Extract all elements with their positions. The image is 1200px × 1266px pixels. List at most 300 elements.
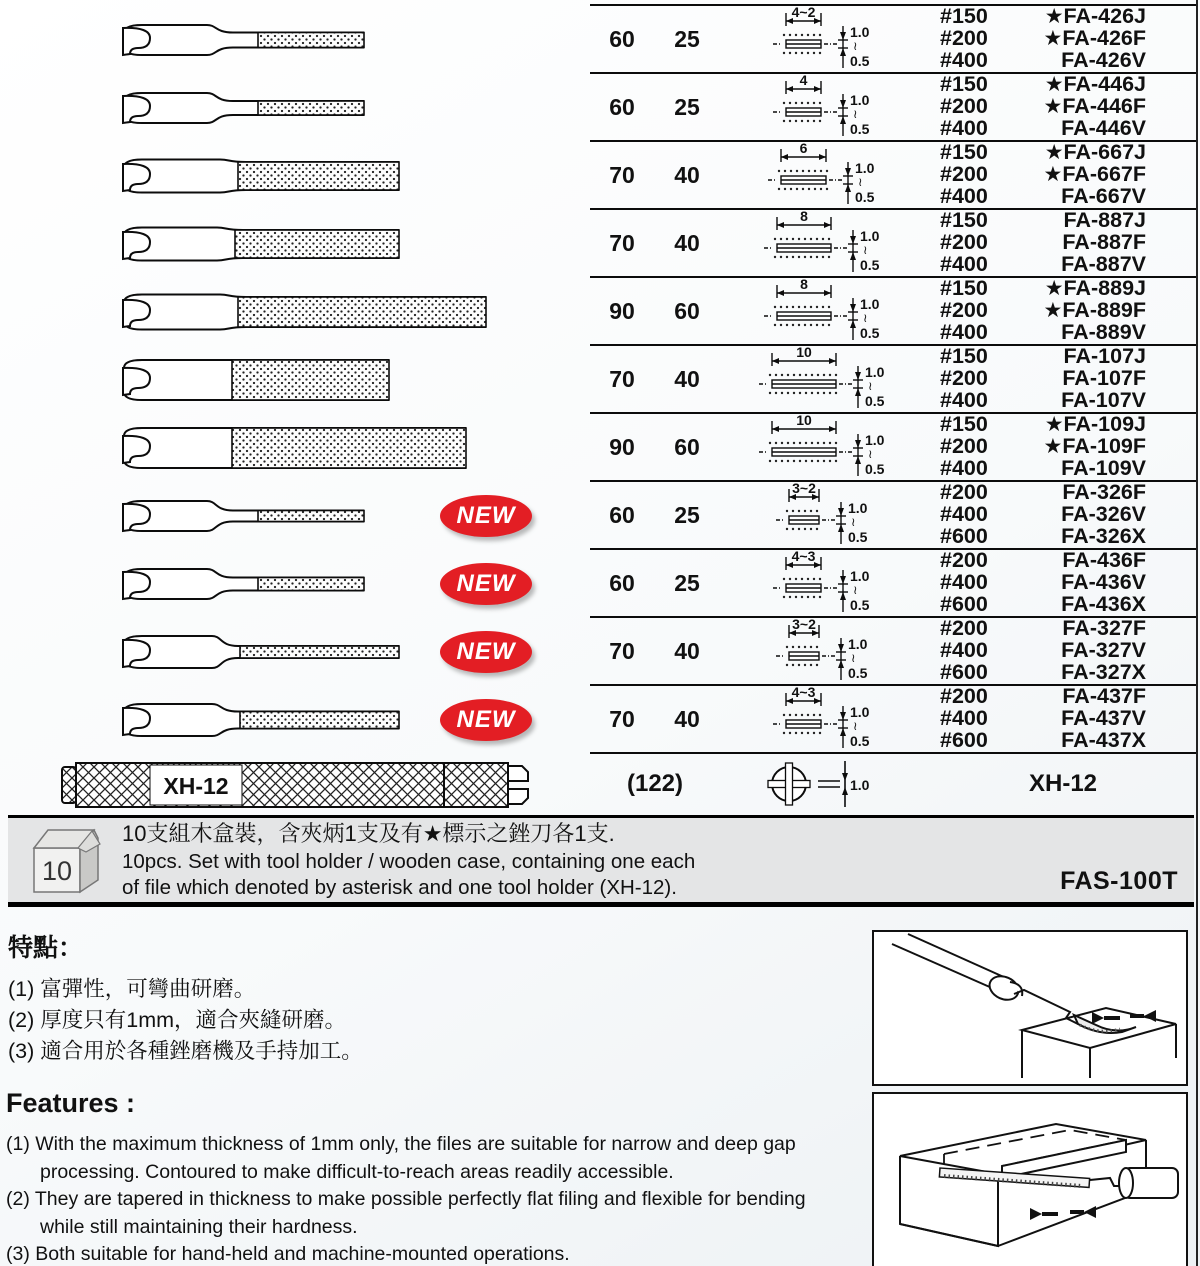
set-note-bar: [8, 815, 1194, 907]
set-star-icon: ★: [1044, 277, 1064, 301]
grit-value: #400: [940, 570, 988, 595]
width-value: 60: [674, 433, 700, 460]
model-cell: [1036, 278, 1196, 300]
grit-model-line: [920, 708, 1196, 730]
spec-cells: [590, 6, 1196, 74]
grit-model-line: [920, 458, 1196, 480]
section-diagram-cell: [720, 6, 920, 72]
tip-width-label: 3~2: [792, 618, 816, 632]
model-number: FA-327V: [1061, 638, 1146, 663]
grit-model-line: [920, 28, 1196, 50]
length-value: 60: [609, 93, 635, 120]
length-value: 70: [609, 229, 635, 256]
grit-value: #400: [940, 388, 988, 413]
model-number: FA-327F: [1062, 616, 1146, 641]
holder-section-diagram: [744, 755, 896, 813]
model-cell: [1036, 550, 1196, 572]
thickness-top-label: 1.0: [860, 228, 880, 244]
cross-section-diagram: [744, 278, 896, 344]
thickness-top-label: 1.0: [865, 364, 885, 380]
file-art-cell: [0, 618, 590, 686]
model-number: FA-667F: [1062, 162, 1146, 187]
grit-value: #200: [940, 298, 988, 323]
width-value: 25: [674, 569, 700, 596]
model-number: FA-889J: [1063, 276, 1146, 301]
model-cell: [1036, 74, 1196, 96]
features-zh-section: [8, 928, 708, 1067]
length-value: 90: [609, 433, 635, 460]
model-number: FA-109F: [1062, 434, 1146, 459]
file-illustration: [112, 346, 632, 414]
cross-section-diagram: [744, 414, 896, 480]
cross-section-diagram: [744, 618, 896, 684]
file-row: [0, 278, 1196, 346]
holder-art-cell: [0, 754, 590, 814]
holder-row: [0, 754, 1196, 814]
model-number: FA-326X: [1061, 524, 1146, 549]
model-number: FA-887V: [1061, 252, 1146, 277]
thickness-top-label: 1.0: [865, 432, 885, 448]
box-qty-label: 10: [41, 855, 73, 886]
file-art-cell: [0, 6, 590, 74]
new-badge: NEW: [440, 495, 532, 537]
set-star-icon: ★: [1044, 141, 1064, 165]
grit-value: #200: [940, 616, 988, 641]
features-zh-item-3: (3) 適合用於各種銼磨機及手持加工。: [8, 1039, 363, 1063]
file-illustration: [112, 550, 632, 618]
grit-model-line: [920, 300, 1196, 322]
entries-cell: [920, 139, 1196, 211]
thickness-bottom-label: 0.5: [848, 529, 868, 545]
features-zh-title: 特點：: [8, 934, 84, 962]
length-value: 60: [609, 25, 635, 52]
cross-section-diagram: [744, 142, 896, 208]
set-note-en1: 10pcs. Set with tool holder / wooden case, containing one each: [122, 850, 696, 873]
grit-value: #150: [940, 344, 988, 369]
section-diagram-cell: [720, 414, 920, 480]
set-note-text: [122, 819, 695, 901]
model-cell: [1036, 142, 1196, 164]
model-cell: [1036, 164, 1196, 186]
tip-width-label: 10: [796, 414, 812, 428]
file-row: [0, 142, 1196, 210]
grit-value: #150: [940, 4, 988, 29]
entries-cell: [920, 547, 1196, 619]
grit-model-line: [920, 550, 1196, 572]
grit-model-line: [920, 730, 1196, 752]
section-diagram-cell: [720, 618, 920, 684]
set-star-icon: ★: [1043, 27, 1063, 51]
set-star-icon: ★: [1043, 95, 1063, 119]
features-en-section: [6, 1088, 818, 1266]
model-cell: [1036, 390, 1196, 412]
file-row: [0, 618, 1196, 686]
file-row: [0, 74, 1196, 142]
spec-cells: [590, 686, 1196, 754]
features-zh-item-1: (1) 富彈性，可彎曲研磨。: [8, 977, 256, 1001]
thickness-bottom-label: 0.5: [855, 189, 875, 205]
cross-section-diagram: [744, 210, 896, 276]
file-row: [0, 686, 1196, 754]
grit-value: #600: [940, 592, 988, 617]
tip-width-label: 4~3: [791, 686, 816, 700]
grit-value: #200: [940, 548, 988, 573]
grit-value: #400: [940, 320, 988, 345]
grit-value: #600: [940, 524, 988, 549]
thickness-range-mark: ≀: [863, 311, 868, 325]
file-illustration: [112, 6, 632, 74]
thickness-range-mark: ≀: [868, 447, 873, 461]
file-art-cell: [0, 550, 590, 618]
model-number: FA-437V: [1061, 706, 1146, 731]
holder-label: XH-12: [163, 773, 229, 799]
model-number: FA-889F: [1062, 298, 1146, 323]
model-number: FA-107J: [1063, 344, 1146, 369]
spec-cells: [590, 142, 1196, 210]
file-art-cell: [0, 686, 590, 754]
grit-value: #400: [940, 184, 988, 209]
file-row: [0, 346, 1196, 414]
thickness-bottom-label: 0.5: [850, 733, 870, 749]
file-illustration: [112, 210, 632, 278]
thickness-range-mark: ≀: [858, 175, 863, 189]
new-badge: NEW: [440, 699, 532, 741]
model-cell: [1036, 368, 1196, 390]
grit-value: #150: [940, 72, 988, 97]
entries-cell: [920, 683, 1196, 755]
file-row: [0, 550, 1196, 618]
file-row: [0, 6, 1196, 74]
holder-spec-cells: [590, 754, 1196, 814]
grit-value: #600: [940, 728, 988, 753]
width-value: 25: [674, 93, 700, 120]
entries-cell: [920, 343, 1196, 415]
thickness-bottom-label: 0.5: [865, 393, 885, 409]
spec-cells: [590, 482, 1196, 550]
thickness-range-mark: ≀: [863, 243, 868, 257]
entries-cell: [920, 71, 1196, 143]
thickness-bottom-label: 0.5: [850, 53, 870, 69]
width-value: 40: [674, 229, 700, 256]
section-diagram-cell: [720, 74, 920, 140]
thickness-top-label: 1.0: [848, 500, 868, 516]
entries-cell: [920, 3, 1196, 75]
grit-model-line: [920, 142, 1196, 164]
model-number: FA-109V: [1061, 456, 1146, 481]
model-cell: [1036, 346, 1196, 368]
model-number: FA-446V: [1061, 116, 1146, 141]
grit-value: #150: [940, 276, 988, 301]
section-diagram-cell: [720, 142, 920, 208]
tip-width-label: 4~2: [791, 6, 816, 20]
grit-value: #400: [940, 252, 988, 277]
spec-cells: [590, 278, 1196, 346]
model-number: FA-426F: [1062, 26, 1146, 51]
model-number: FA-426J: [1063, 4, 1146, 29]
width-value: 40: [674, 161, 700, 188]
file-illustration: [112, 482, 632, 550]
file-illustration: [112, 686, 632, 754]
grit-value: #600: [940, 660, 988, 685]
model-number: FA-667V: [1061, 184, 1146, 209]
grit-model-line: [920, 254, 1196, 276]
set-star-icon: ★: [1044, 413, 1064, 437]
thickness-top-label: 1.0: [860, 296, 880, 312]
model-cell: [1036, 730, 1196, 752]
grit-model-line: [920, 164, 1196, 186]
grit-model-line: [920, 6, 1196, 28]
model-number: FA-436X: [1061, 592, 1146, 617]
cross-section-diagram: [744, 6, 896, 72]
grit-model-line: [920, 322, 1196, 344]
wooden-box-icon: [20, 818, 108, 903]
spec-cells: [590, 618, 1196, 686]
features-en-item-1: (1) With the maximum thickness of 1mm only, the files are suitable for narrow and deep gap processing. Contoured to make difficult-to-reach areas readily accessible.: [6, 1133, 796, 1183]
set-note-en2: of file which denoted by asterisk and one tool holder (XH-12).: [122, 876, 677, 899]
grit-model-line: [920, 74, 1196, 96]
tip-width-label: 8: [800, 278, 808, 292]
width-value: 40: [674, 365, 700, 392]
file-art-cell: [0, 210, 590, 278]
thickness-top-label: 1.0: [848, 636, 868, 652]
section-diagram-cell: [720, 482, 920, 548]
thickness-bottom-label: 0.5: [860, 325, 880, 341]
tip-width-label: 3~2: [792, 482, 816, 496]
width-value: 40: [674, 637, 700, 664]
model-number: FA-437X: [1061, 728, 1146, 753]
grit-value: #150: [940, 208, 988, 233]
length-value: 60: [609, 569, 635, 596]
grit-value: #200: [940, 162, 988, 187]
thickness-range-mark: ≀: [853, 39, 858, 53]
holder-thickness-label: 1.0: [850, 777, 870, 793]
width-value: 25: [674, 25, 700, 52]
model-cell: [1036, 414, 1196, 436]
model-cell: [1036, 482, 1196, 504]
features-en-title: Features :: [6, 1088, 136, 1118]
grit-value: #200: [940, 26, 988, 51]
grit-value: #150: [940, 412, 988, 437]
grit-model-line: [920, 640, 1196, 662]
grit-model-line: [920, 662, 1196, 684]
grit-model-line: [920, 368, 1196, 390]
usage-illustration-bend: [872, 930, 1188, 1086]
grit-model-line: [920, 482, 1196, 504]
thickness-top-label: 1.0: [850, 704, 870, 720]
model-number: FA-667J: [1063, 140, 1146, 165]
file-illustration: [112, 414, 632, 482]
thickness-range-mark: ≀: [853, 583, 858, 597]
grit-value: #400: [940, 48, 988, 73]
grit-model-line: [920, 346, 1196, 368]
holder-model-number: XH-12: [1028, 770, 1098, 797]
model-number: FA-887J: [1063, 208, 1146, 233]
model-number: FA-326V: [1061, 502, 1146, 527]
file-illustration: [112, 142, 632, 210]
width-value: 60: [674, 297, 700, 324]
grit-value: #150: [940, 140, 988, 165]
section-diagram-cell: [720, 278, 920, 344]
thickness-range-mark: ≀: [853, 107, 858, 121]
holder-section-cell: [720, 755, 920, 813]
model-number: FA-109J: [1063, 412, 1146, 437]
grit-model-line: [920, 96, 1196, 118]
model-cell: [1036, 300, 1196, 322]
model-cell: [1036, 526, 1196, 548]
model-number: FA-426V: [1061, 48, 1146, 73]
set-star-icon: ★: [1043, 163, 1063, 187]
grit-value: #200: [940, 94, 988, 119]
cross-section-diagram: [744, 346, 896, 412]
entries-cell: [920, 207, 1196, 279]
entries-cell: [920, 275, 1196, 347]
model-number: FA-436F: [1062, 548, 1146, 573]
tip-width-label: 4~3: [791, 550, 816, 564]
grit-model-line: [920, 186, 1196, 208]
model-number: FA-327X: [1061, 660, 1146, 685]
thickness-range-mark: ≀: [851, 651, 856, 665]
file-illustration: [112, 278, 632, 346]
file-row: [0, 210, 1196, 278]
grit-model-line: [920, 50, 1196, 72]
features-en-item-3: (3) Both suitable for hand-held and machine-mounted operations.: [6, 1243, 570, 1265]
grit-value: #400: [940, 456, 988, 481]
grit-model-line: [920, 210, 1196, 232]
length-value: 70: [609, 637, 635, 664]
grit-model-line: [920, 232, 1196, 254]
tip-width-label: 8: [800, 210, 808, 224]
grit-model-line: [920, 526, 1196, 548]
length-value: 70: [609, 161, 635, 188]
cross-section-diagram: [744, 686, 896, 752]
spec-cells: [590, 210, 1196, 278]
catalog-rows: [0, 6, 1196, 814]
file-art-cell: [0, 414, 590, 482]
file-art-cell: [0, 482, 590, 550]
file-art-cell: [0, 142, 590, 210]
spec-cells: [590, 414, 1196, 482]
section-diagram-cell: [720, 550, 920, 616]
grit-model-line: [920, 594, 1196, 616]
length-value: 70: [609, 365, 635, 392]
thickness-bottom-label: 0.5: [865, 461, 885, 477]
model-number: FA-887F: [1062, 230, 1146, 255]
set-star-icon: ★: [1044, 5, 1064, 29]
width-value: 25: [674, 501, 700, 528]
grit-value: #200: [940, 366, 988, 391]
file-art-cell: [0, 278, 590, 346]
grit-model-line: [920, 278, 1196, 300]
grit-model-line: [920, 118, 1196, 140]
thickness-top-label: 1.0: [850, 92, 870, 108]
spec-cells: [590, 74, 1196, 142]
model-cell: [1036, 618, 1196, 640]
holder-length-value: (122): [626, 770, 684, 797]
thickness-top-label: 1.0: [855, 160, 875, 176]
model-cell: [1036, 640, 1196, 662]
model-number: FA-107F: [1062, 366, 1146, 391]
model-cell: [1036, 186, 1196, 208]
model-number: FA-889V: [1061, 320, 1146, 345]
grit-model-line: [920, 618, 1196, 640]
grit-value: #400: [940, 706, 988, 731]
section-diagram-cell: [720, 686, 920, 752]
grit-value: #200: [940, 230, 988, 255]
model-number: FA-326F: [1062, 480, 1146, 505]
thickness-top-label: 1.0: [850, 24, 870, 40]
grit-value: #400: [940, 638, 988, 663]
width-value: 40: [674, 705, 700, 732]
section-diagram-cell: [720, 346, 920, 412]
model-cell: [1036, 686, 1196, 708]
page-edge-rule: [1196, 0, 1198, 1266]
model-cell: [1036, 96, 1196, 118]
grit-value: #200: [940, 480, 988, 505]
entries-cell: [920, 411, 1196, 483]
model-cell: [1036, 708, 1196, 730]
cross-section-diagram: [744, 550, 896, 616]
length-value: 90: [609, 297, 635, 324]
model-cell: [1036, 322, 1196, 344]
model-cell: [1036, 50, 1196, 72]
grit-model-line: [920, 436, 1196, 458]
tip-width-label: 10: [796, 346, 812, 360]
tool-holder-illustration: [50, 756, 570, 814]
model-cell: [1036, 210, 1196, 232]
set-star-icon: ★: [1044, 73, 1064, 97]
set-note-zh: 10支組木盒裝，含夾炳1支及有★標示之銼刀各1支.: [122, 821, 615, 846]
model-number: FA-437F: [1062, 684, 1146, 709]
model-cell: [1036, 118, 1196, 140]
thickness-bottom-label: 0.5: [850, 597, 870, 613]
model-cell: [1036, 662, 1196, 684]
grit-model-line: [920, 390, 1196, 412]
features-en-item-2: (2) They are tapered in thickness to make possible perfectly flat filing and flexible for bending while still maintaining their hardness.: [6, 1188, 806, 1238]
model-cell: [1036, 594, 1196, 616]
new-badge: NEW: [440, 563, 532, 605]
grit-model-line: [920, 504, 1196, 526]
tip-width-label: 4: [799, 74, 808, 88]
model-cell: [1036, 254, 1196, 276]
thickness-top-label: 1.0: [850, 568, 870, 584]
spec-cells: [590, 346, 1196, 414]
entries-cell: [920, 615, 1196, 687]
thickness-bottom-label: 0.5: [848, 665, 868, 681]
model-cell: [1036, 458, 1196, 480]
file-illustration: [112, 74, 632, 142]
grit-model-line: [920, 572, 1196, 594]
file-art-cell: [0, 74, 590, 142]
grit-model-line: [920, 686, 1196, 708]
thickness-bottom-label: 0.5: [860, 257, 880, 273]
model-cell: [1036, 232, 1196, 254]
model-cell: [1036, 572, 1196, 594]
length-value: 60: [609, 501, 635, 528]
file-row: [0, 482, 1196, 550]
features-zh-item-2: (2) 厚度只有1mm，適合夾縫研磨。: [8, 1008, 347, 1032]
new-badge: NEW: [440, 631, 532, 673]
thickness-range-mark: ≀: [851, 515, 856, 529]
grit-value: #200: [940, 684, 988, 709]
spec-cells: [590, 550, 1196, 618]
model-cell: [1036, 436, 1196, 458]
model-cell: [1036, 504, 1196, 526]
model-cell: [1036, 6, 1196, 28]
grit-value: #400: [940, 116, 988, 141]
file-illustration: [112, 618, 632, 686]
model-cell: [1036, 28, 1196, 50]
set-code: FAS-100T: [1060, 867, 1178, 895]
